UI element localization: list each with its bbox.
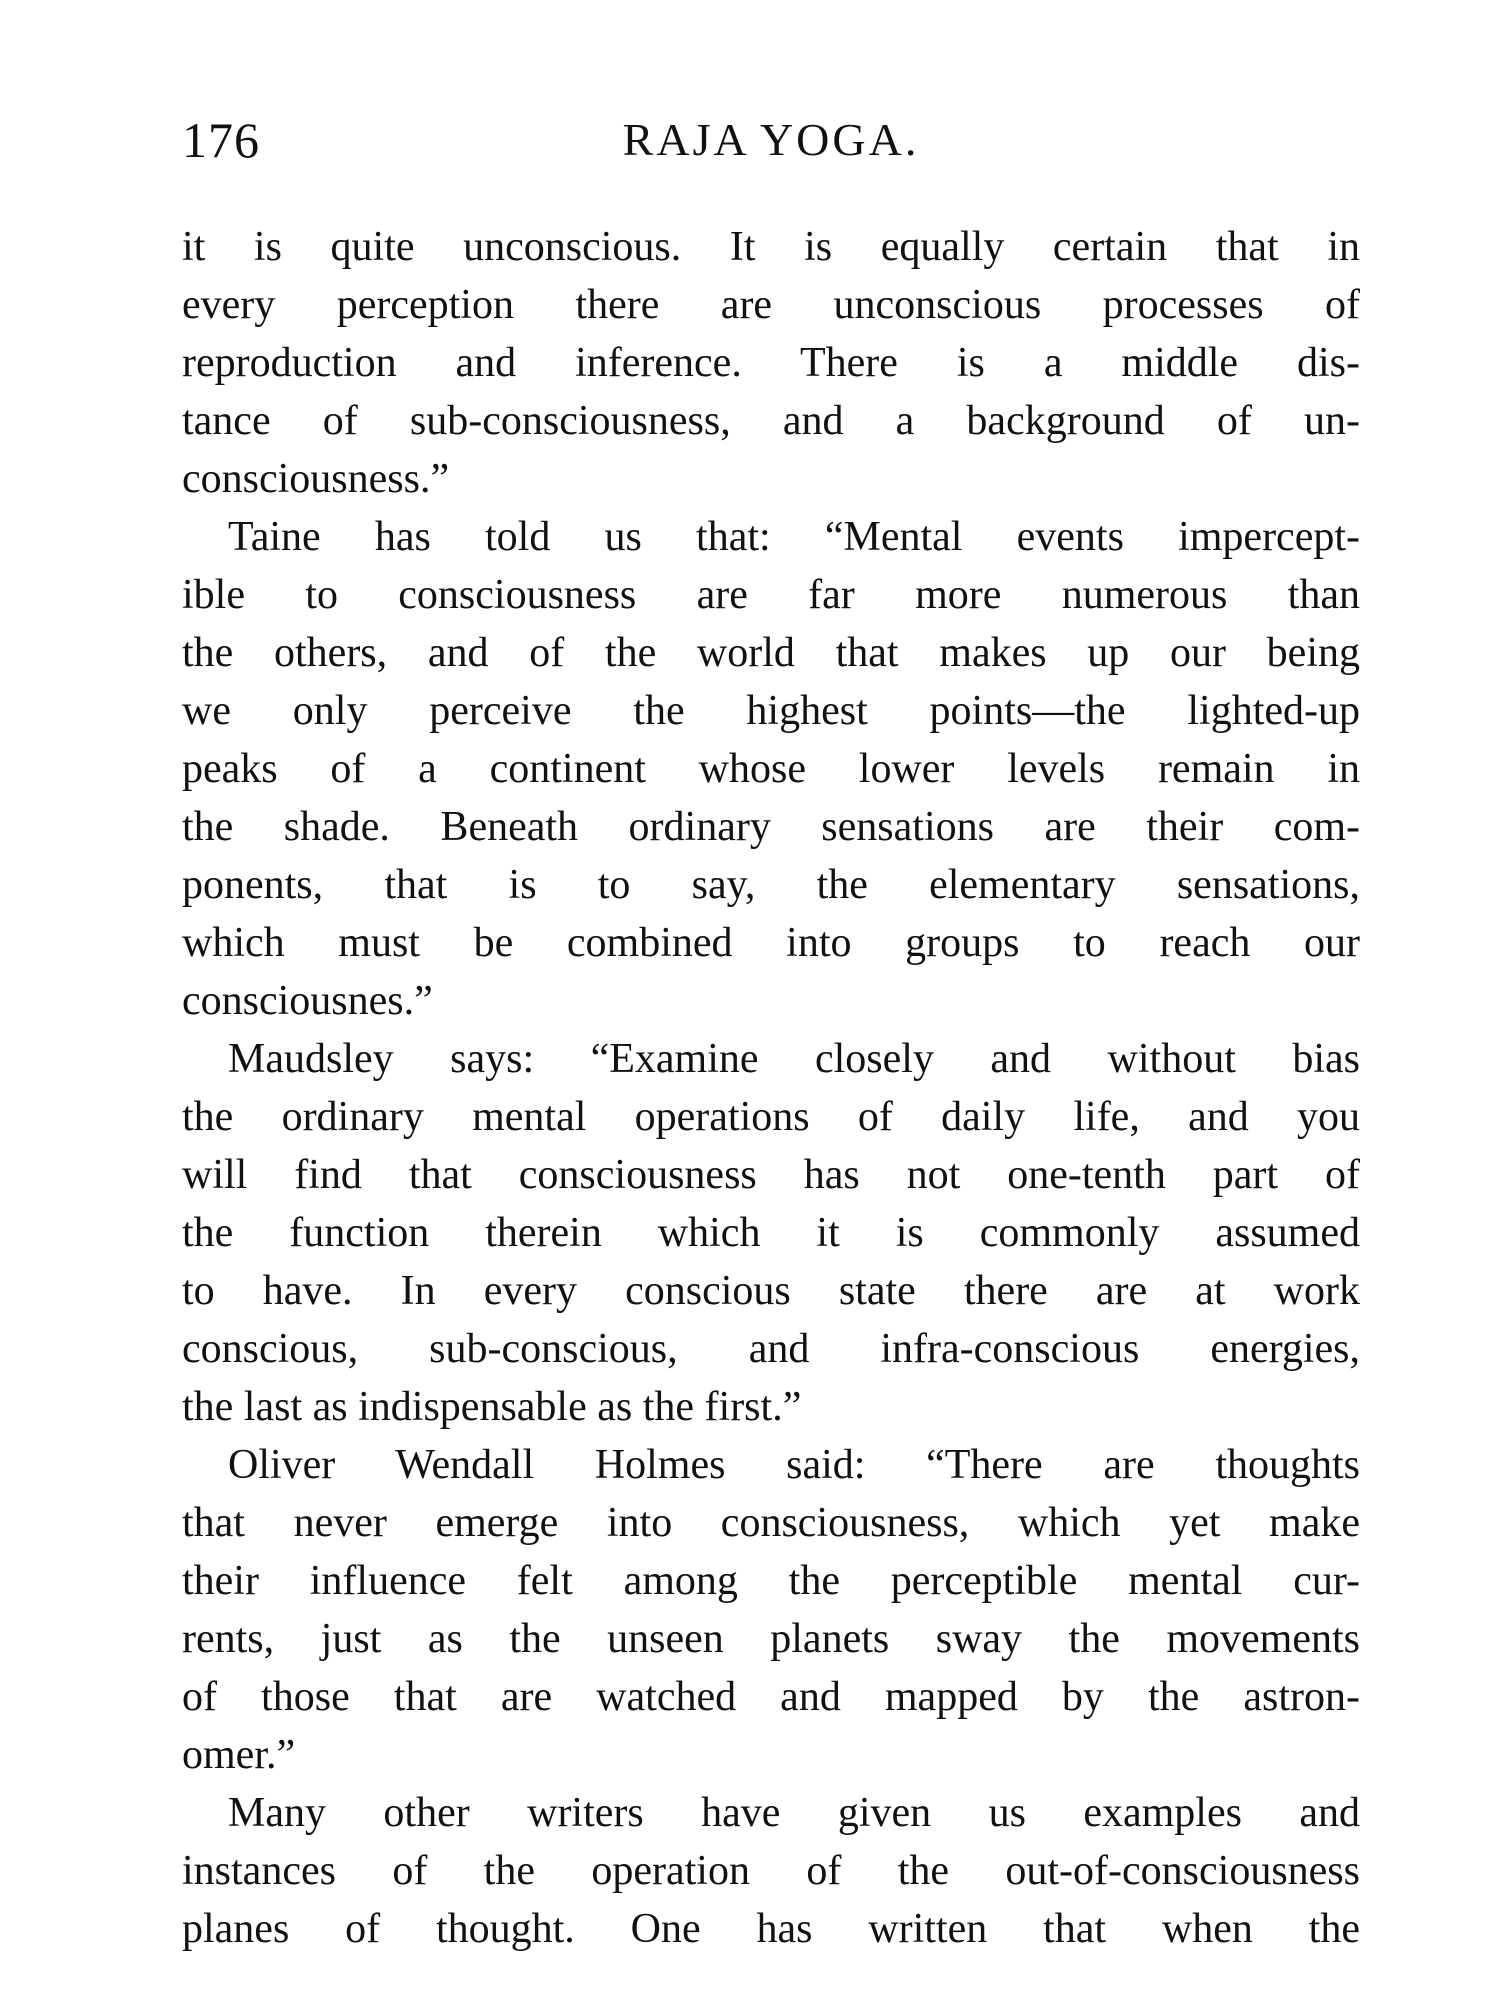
- text-line: Many other writers have given us examples and: [228, 1790, 1360, 1836]
- page-header: [182, 108, 1360, 172]
- text-line: rents, just as the unseen planets sway the movements: [182, 1616, 1360, 1662]
- body-text: [182, 218, 1360, 1958]
- text-line: we only perceive the highest points—the lighted-up: [182, 688, 1360, 734]
- text-line: Maudsley says: “Examine closely and without bias: [228, 1036, 1360, 1082]
- text-line: of those that are watched and mapped by the astron-: [182, 1674, 1360, 1720]
- text-line: that never emerge into consciousness, which yet make: [182, 1500, 1360, 1546]
- text-line: tance of sub-consciousness, and a background of un-: [182, 398, 1360, 444]
- text-line: reproduction and inference. There is a middle dis-: [182, 340, 1360, 386]
- text-line: consciousness.”: [182, 456, 450, 502]
- text-line: omer.”: [182, 1732, 296, 1778]
- text-line: peaks of a continent whose lower levels remain in: [182, 746, 1360, 792]
- text-line: the last as indispensable as the first.”: [182, 1384, 802, 1430]
- text-line: planes of thought. One has written that when the: [182, 1906, 1360, 1952]
- text-line: ible to consciousness are far more numerous than: [182, 572, 1360, 618]
- text-line: Oliver Wendall Holmes said: “There are thoughts: [228, 1442, 1360, 1488]
- text-line: consciousnes.”: [182, 978, 433, 1024]
- text-line: ponents, that is to say, the elementary sensations,: [182, 862, 1360, 908]
- text-line: their influence felt among the perceptible mental cur-: [182, 1558, 1360, 1604]
- text-line: it is quite unconscious. It is equally certain that in: [182, 224, 1360, 270]
- running-title: RAJA YOGA.: [622, 114, 920, 165]
- page-number: 176: [182, 112, 260, 168]
- text-line: the shade. Beneath ordinary sensations are their com-: [182, 804, 1360, 850]
- text-line: the ordinary mental operations of daily life, and you: [182, 1094, 1360, 1140]
- text-line: which must be combined into groups to reach our: [182, 920, 1360, 966]
- text-line: the function therein which it is commonly assumed: [182, 1210, 1360, 1256]
- text-line: to have. In every conscious state there are at work: [182, 1268, 1360, 1314]
- text-line: conscious, sub-conscious, and infra-conscious energies,: [182, 1326, 1360, 1372]
- text-line: every perception there are unconscious processes of: [182, 282, 1360, 328]
- text-line: Taine has told us that: “Mental events impercept-: [228, 514, 1360, 560]
- text-line: instances of the operation of the out-of-consciousness: [182, 1848, 1360, 1894]
- text-line: the others, and of the world that makes up our being: [182, 630, 1360, 676]
- text-line: will find that consciousness has not one-tenth part of: [182, 1152, 1360, 1198]
